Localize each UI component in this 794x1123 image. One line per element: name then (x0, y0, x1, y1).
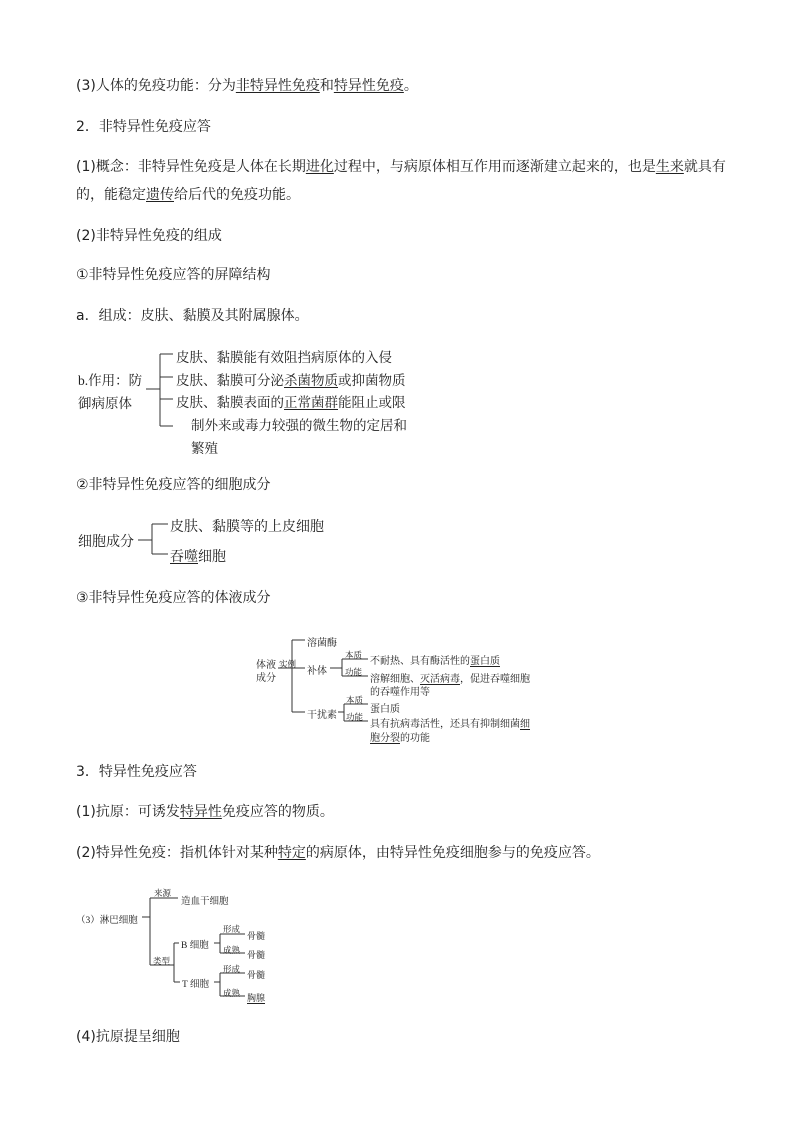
t-mature-label: 成熟 (223, 988, 241, 998)
text-segment: (3)人体的免疫功能：分为 (76, 78, 236, 94)
underlined-term: 非特异性免疫 (235, 78, 320, 94)
text-segment: (1)概念：非特异性免疫是人体在长期 (76, 159, 306, 175)
text-segment: 的功能 (400, 733, 430, 744)
t-form-label: 形成 (223, 964, 241, 974)
barrier-item-1: 皮肤、黏膜能有效阻挡病原体的入侵 (176, 350, 392, 365)
section-heading-nonspecific: 2．非特异性免疫应答 (76, 119, 211, 135)
b-cell: B 细胞 (181, 941, 209, 951)
lymph-source: 造血干细胞 (181, 897, 229, 907)
text-segment: 过程中，与病原体相互作用而逐渐建立起来的，也是 (333, 159, 656, 175)
barrier-heading: ①非特异性免疫应答的屏障结构 (76, 267, 271, 283)
fluid-root-line2: 成分 (256, 673, 276, 684)
text-segment: 给后代的免疫功能。 (174, 187, 300, 203)
text-segment: (1)抗原：可诱发 (76, 804, 180, 820)
lymph-root: （3）淋巴细胞 (76, 916, 138, 926)
text-segment: 溶解细胞、 (370, 674, 420, 685)
barrier-composition: a．组成：皮肤、黏膜及其附属腺体。 (76, 308, 309, 324)
fluid-root-line1: 体液 (256, 660, 276, 671)
fluid-heading: ③非特异性免疫应答的体液成分 (76, 590, 271, 606)
text-segment: 。 (403, 78, 418, 94)
text-segment: 和 (319, 78, 334, 94)
underlined-term: 胸腺 (247, 993, 266, 1003)
t-form: 骨髓 (247, 970, 266, 980)
fluid-complement: 补体 (307, 666, 327, 677)
b-mature-label: 成熟 (223, 945, 241, 955)
interferon-function-label: 功能 (346, 712, 364, 722)
complement-nature-label: 本质 (345, 650, 363, 660)
fluid-branch-label: 实例 (279, 659, 297, 669)
underlined-term: 蛋白质 (470, 656, 500, 667)
underlined-term: 吞噬 (170, 550, 198, 565)
complement-function-label: 功能 (345, 667, 363, 677)
apc-heading: (4)抗原提呈细胞 (76, 1029, 180, 1045)
complement-function-line2: 的吞噬作用等 (370, 687, 430, 698)
t-mature (247, 991, 265, 1004)
text-segment: 免疫应答的物质。 (221, 804, 334, 820)
text-segment: (2)特异性免疫：指机体针对某种 (76, 845, 278, 861)
underlined-term: 特异性免疫 (333, 78, 404, 94)
underlined-term: 杀菌物质 (284, 373, 338, 388)
cell-heading: ②非特异性免疫应答的细胞成分 (76, 477, 271, 493)
t-cell: T 细胞 (182, 980, 210, 990)
b-form: 骨髓 (247, 931, 266, 941)
text-segment: 具有抗病毒活性，还具有抑制细菌 (370, 719, 520, 730)
underlined-term: 进化 (305, 159, 334, 175)
underlined-term: 胞分裂 (370, 733, 400, 744)
text-segment: 皮肤、黏膜可分泌 (176, 373, 284, 388)
underlined-term: 特异性 (179, 804, 222, 820)
underlined-term: 生来 (655, 159, 684, 175)
barrier-root-line2: 御病原体 (78, 396, 132, 411)
text-segment: 的，能稳定 (76, 187, 146, 203)
text-segment: 皮肤、黏膜表面的 (176, 395, 284, 410)
b-form-label: 形成 (223, 924, 241, 934)
text-segment: 能阻止或限 (338, 395, 406, 410)
text-segment: 的病原体，由特异性免疫细胞参与的免疫应答。 (305, 845, 600, 861)
lymph-source-label: 来源 (154, 888, 172, 898)
underlined-term: 灭活病毒 (420, 674, 460, 685)
barrier-item-3-line3: 繁殖 (191, 441, 218, 456)
underlined-term: 细 (520, 719, 530, 730)
text-segment: 细胞 (198, 550, 226, 565)
fluid-lysozyme: 溶菌酶 (307, 638, 337, 649)
b-mature: 骨髓 (247, 950, 266, 960)
underlined-term: 正常菌群 (284, 395, 338, 410)
text-segment: 或抑菌物质 (338, 373, 406, 388)
underlined-term: 遗传 (146, 187, 174, 203)
barrier-item-3-line2: 制外来或毒力较强的微生物的定居和 (191, 418, 407, 433)
section-heading-specific: 3．特异性免疫应答 (76, 764, 197, 780)
interferon-nature: 蛋白质 (370, 704, 400, 715)
composition-heading: (2)非特异性免疫的组成 (76, 228, 222, 244)
text-segment: 不耐热、具有酶活性的 (370, 656, 470, 667)
interferon-nature-label: 本质 (346, 695, 364, 705)
underlined-term: 特定 (277, 845, 306, 861)
barrier-root-line1: b.作用：防 (78, 373, 143, 388)
cell-root: 细胞成分 (78, 535, 134, 550)
cell-item-1: 皮肤、黏膜等的上皮细胞 (170, 520, 324, 535)
lymph-type-label: 类型 (153, 956, 171, 966)
text-segment: ，促进吞噬细胞 (460, 674, 530, 685)
fluid-interferon: 干扰素 (307, 710, 337, 721)
text-segment: 就具有 (683, 159, 726, 175)
